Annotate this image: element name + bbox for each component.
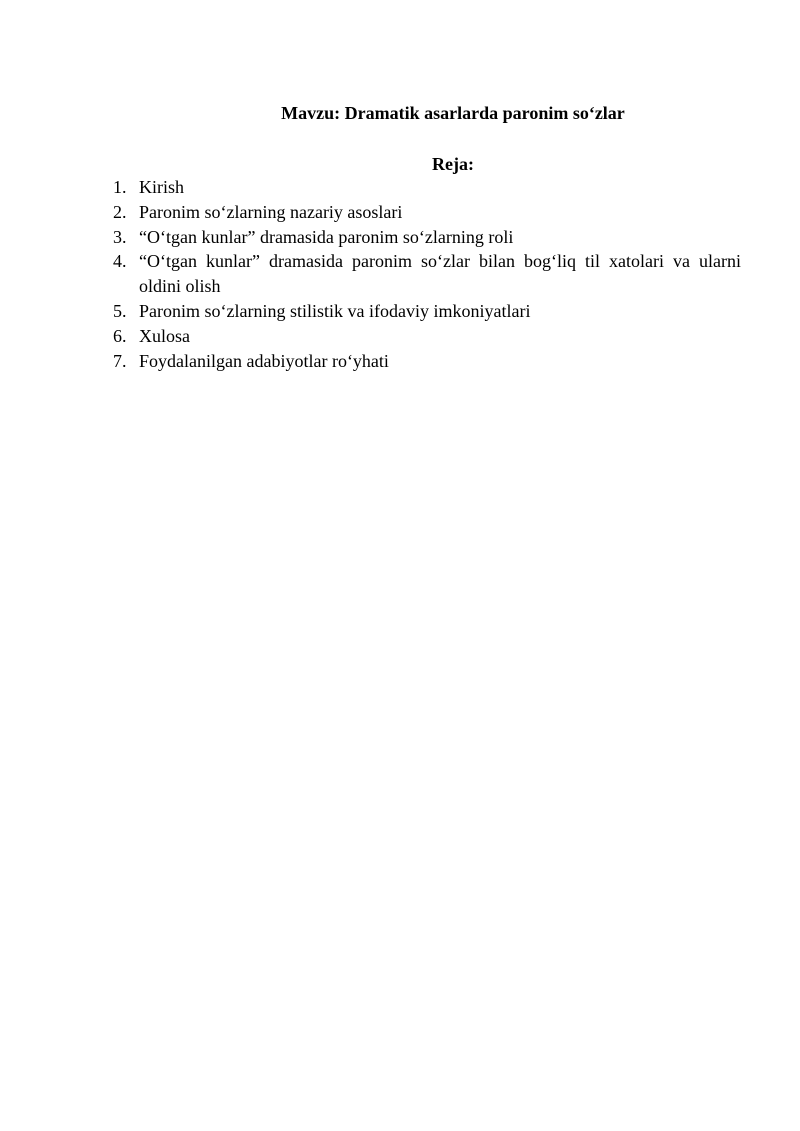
plan-item-7 bbox=[113, 349, 741, 374]
plan-item-2 bbox=[113, 200, 741, 225]
plan-item-number: 5. bbox=[113, 300, 127, 321]
plan-item-4 bbox=[113, 249, 741, 299]
plan-item-number: 2. bbox=[113, 201, 127, 222]
plan-item-text: “O‘tgan kunlar” dramasida paronim so‘zlarning roli bbox=[139, 226, 514, 247]
plan-item-number: 4. bbox=[113, 251, 127, 272]
plan-item-text: Foydalanilgan adabiyotlar ro‘yhati bbox=[139, 350, 389, 371]
plan-item-6 bbox=[113, 324, 741, 349]
plan-item-text: Xulosa bbox=[139, 325, 190, 346]
plan-list bbox=[113, 175, 741, 373]
plan-item-text: Paronim so‘zlarning nazariy asoslari bbox=[139, 201, 403, 222]
plan-item-text: “O‘tgan kunlar” dramasida paronim so‘zlar bilan bog‘liq til xatolari va ularni oldini olish bbox=[139, 251, 741, 297]
plan-item-number: 1. bbox=[113, 177, 127, 197]
plan-item-5 bbox=[113, 299, 741, 324]
plan-item-number: 3. bbox=[113, 226, 127, 247]
plan-item-1 bbox=[113, 175, 741, 200]
plan-item-number: 6. bbox=[113, 325, 127, 346]
plan-item-number: 7. bbox=[113, 350, 127, 371]
plan-item-text: Paronim so‘zlarning stilistik va ifodaviy imkoniyatlari bbox=[139, 300, 531, 321]
plan-item-3 bbox=[113, 225, 741, 250]
document-title: Mavzu: Dramatik asarlarda paronim so‘zlar bbox=[281, 103, 625, 123]
plan-heading: Reja: bbox=[432, 154, 474, 174]
plan-item-text: Kirish bbox=[139, 177, 184, 197]
